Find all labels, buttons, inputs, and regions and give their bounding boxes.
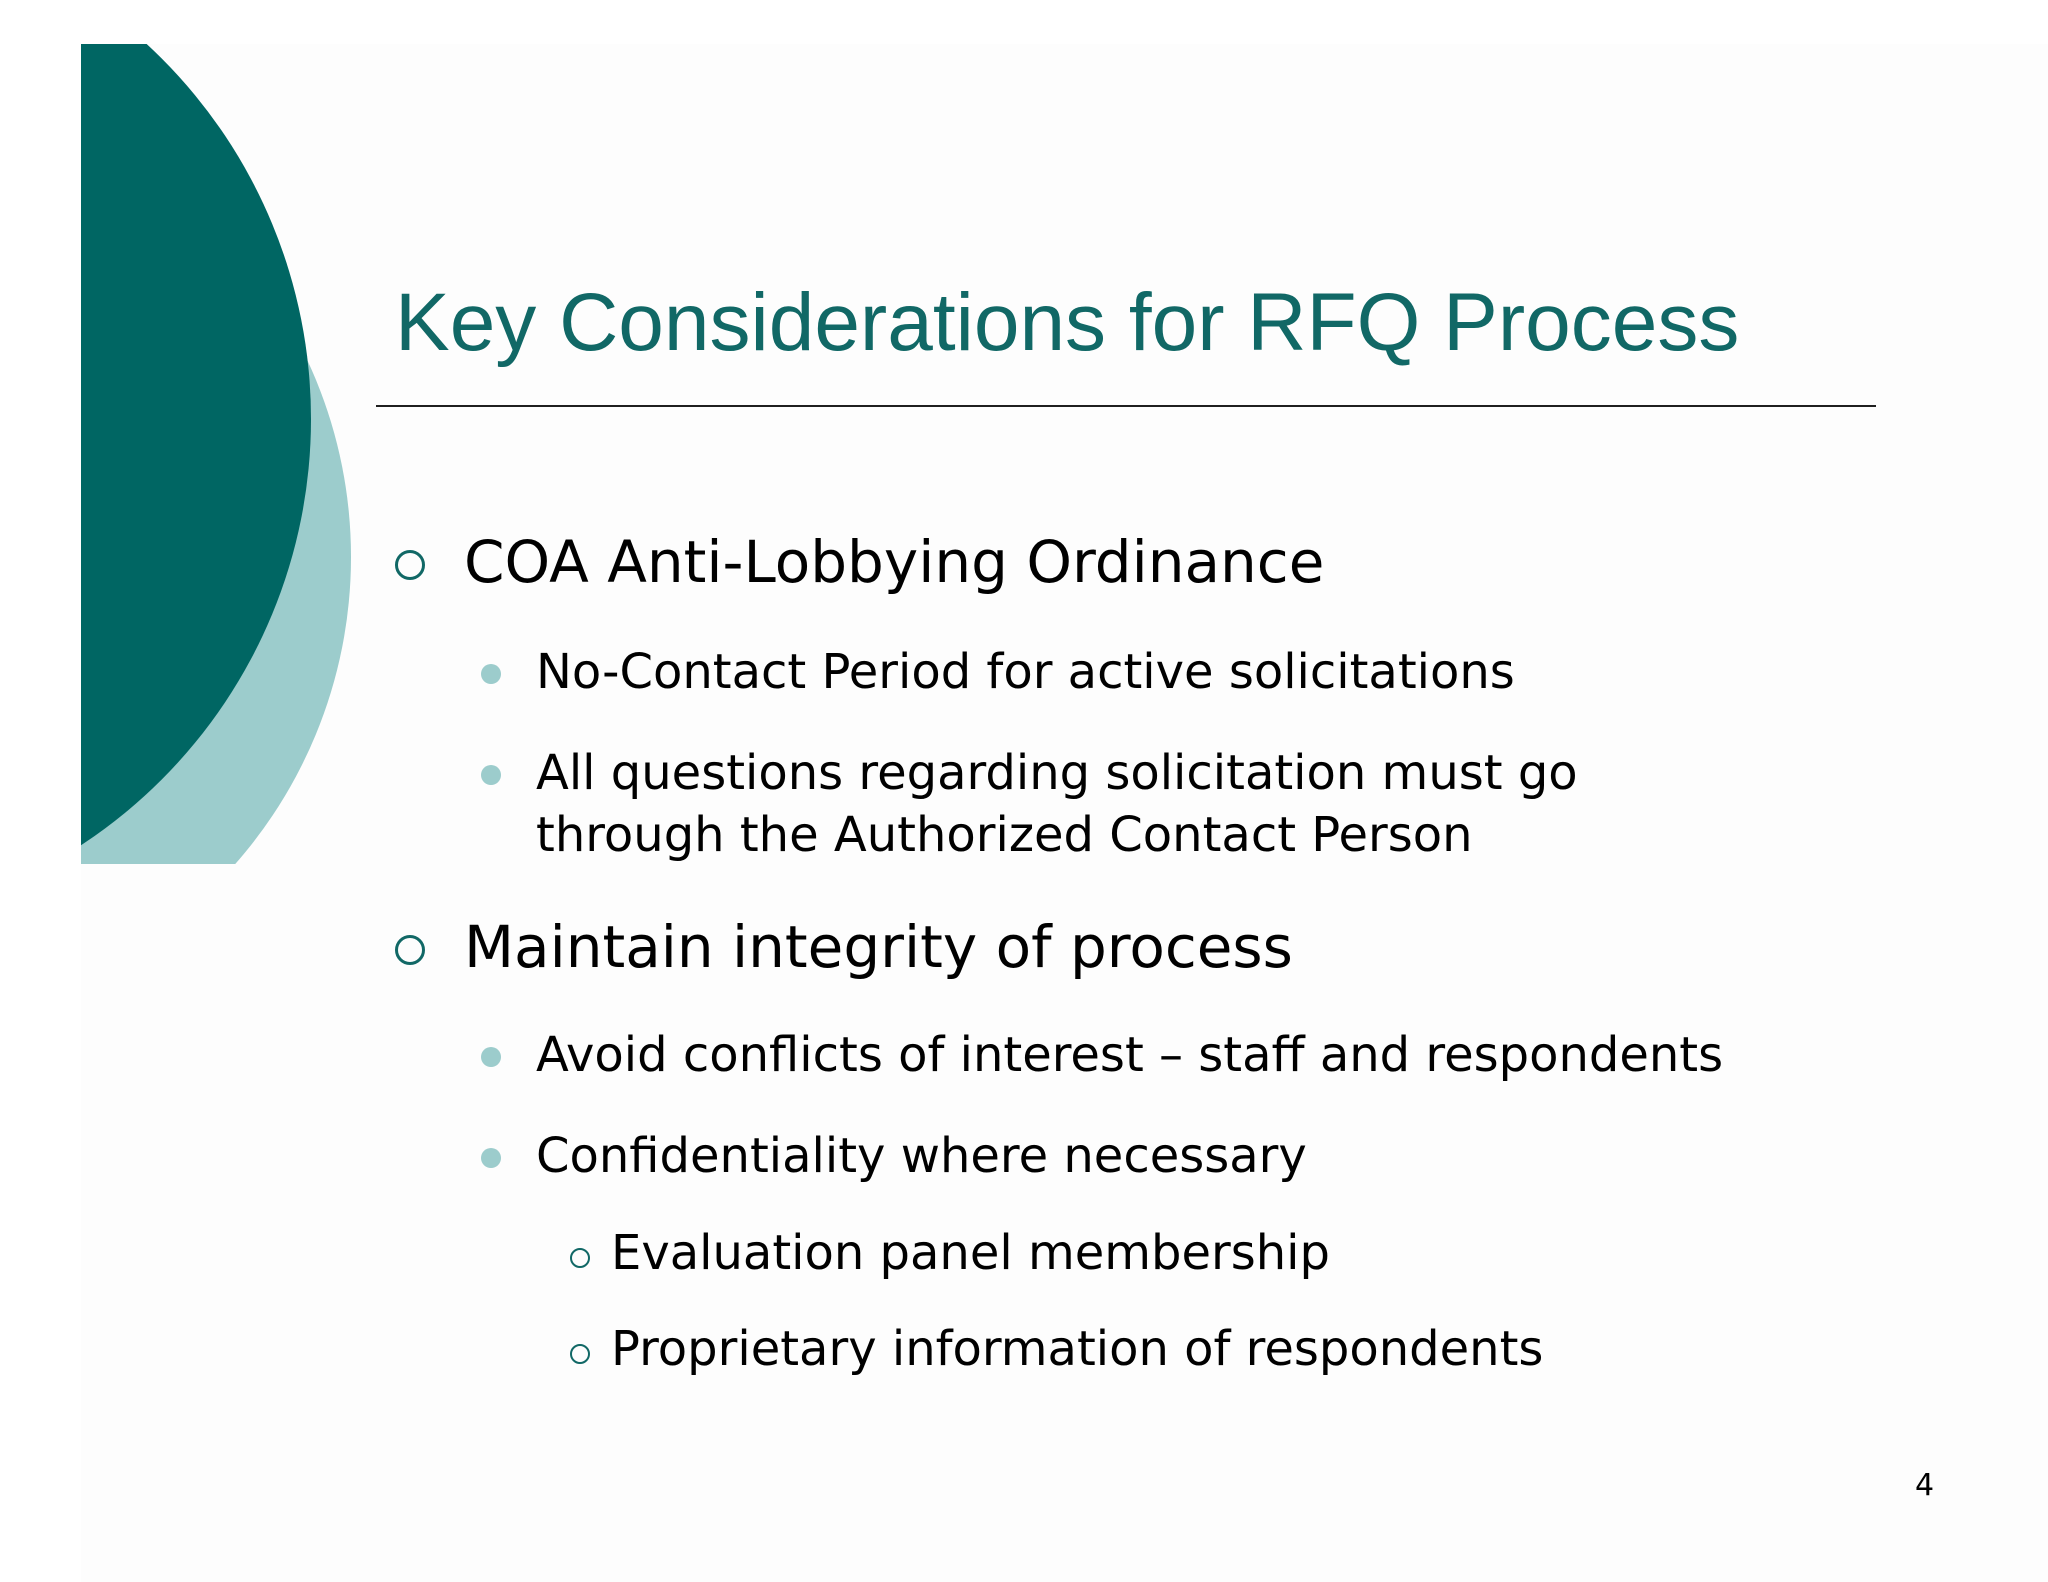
bullet-text: Evaluation panel membership <box>611 1225 1330 1281</box>
bullet-text: Confidentiality where necessary <box>536 1128 1307 1184</box>
hollow-circle-icon <box>395 935 425 965</box>
filled-circle-icon <box>481 1047 501 1067</box>
title-underline <box>376 405 1876 407</box>
bullet-line: through the Authorized Contact Person <box>536 807 1473 863</box>
bullet-text: Avoid conflicts of interest – staff and respondents <box>536 1027 1724 1083</box>
bullet-text: Proprietary information of respondents <box>611 1321 1544 1377</box>
bullet-line: All questions regarding solicitation must go <box>536 745 1578 801</box>
page-number: 4 <box>1915 1468 1935 1503</box>
hollow-circle-icon <box>570 1344 590 1364</box>
bullet-text: Maintain integrity of process <box>464 913 1293 981</box>
slide-title: Key Considerations for RFQ Process <box>395 277 1740 368</box>
bullet-text-multiline <box>536 742 1578 866</box>
hollow-circle-icon <box>395 550 425 580</box>
decorative-circles <box>81 44 401 864</box>
filled-circle-icon <box>481 664 501 684</box>
bullet-text: No-Contact Period for active solicitations <box>536 644 1515 700</box>
filled-circle-icon <box>481 1148 501 1168</box>
bullet-text: COA Anti-Lobbying Ordinance <box>464 528 1325 596</box>
hollow-circle-icon <box>570 1248 590 1268</box>
slide <box>81 44 2048 1582</box>
filled-circle-icon <box>481 765 501 785</box>
